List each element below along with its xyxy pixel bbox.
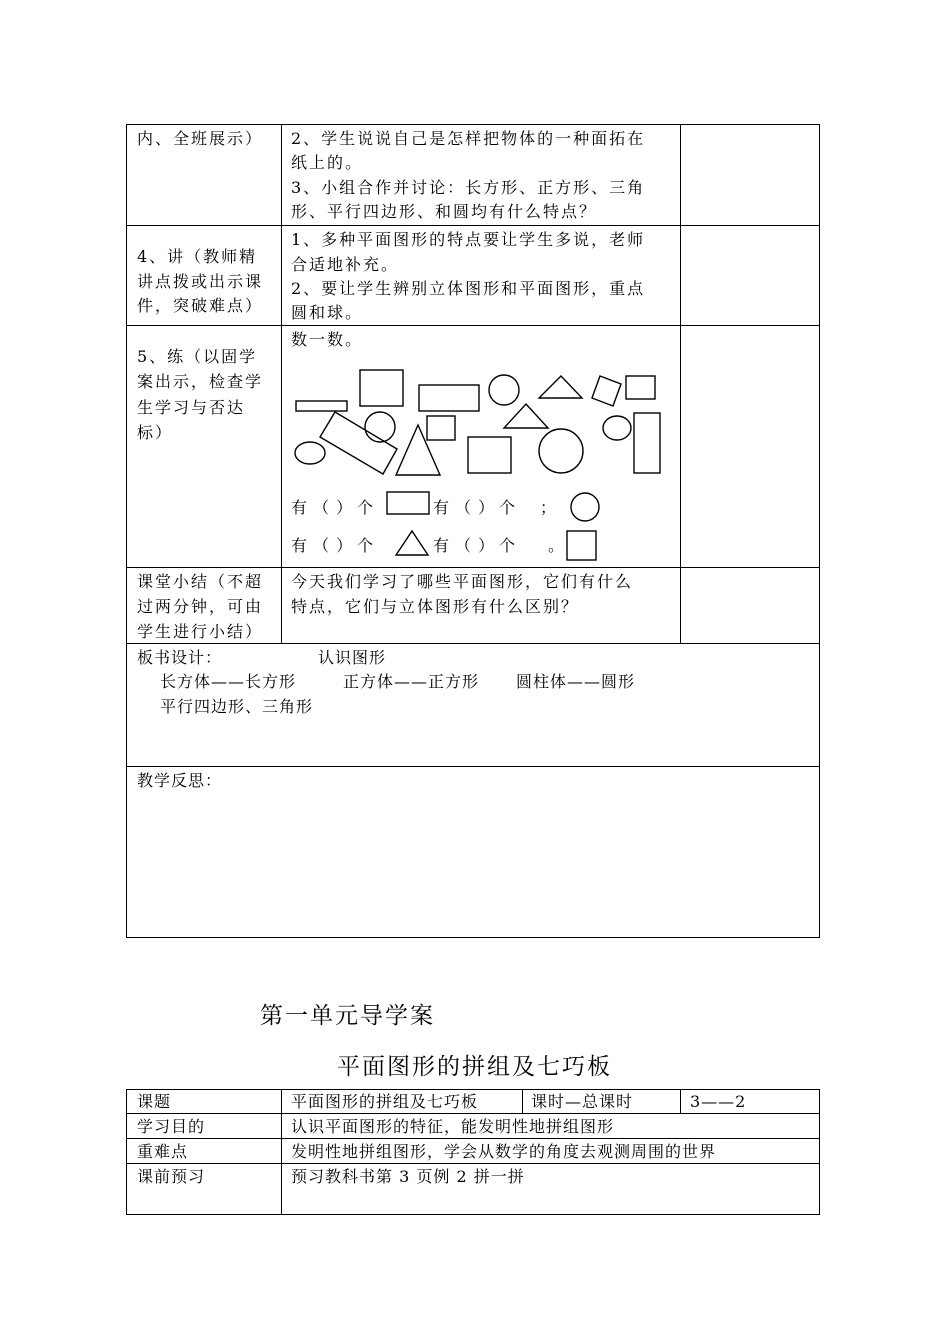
count-ge-2: 个 xyxy=(499,498,517,517)
row3-mid-title: 数一数。 xyxy=(291,330,364,349)
ellipse-right xyxy=(603,416,631,440)
rectangle-icon xyxy=(386,491,432,517)
tilted-rectangle xyxy=(320,412,397,474)
count-you-4: 有 xyxy=(433,536,451,555)
t2-r1-c1: 课题 xyxy=(137,1092,172,1111)
count-semicolon: ； xyxy=(540,498,558,517)
t2-r3-c1: 重难点 xyxy=(137,1142,189,1161)
row2-mid-line4: 圆和球。 xyxy=(291,303,364,322)
row2-left-line3: 件，突破难点） xyxy=(137,296,264,315)
count-ge-1: 个 xyxy=(357,498,375,517)
circle-mid xyxy=(365,412,395,442)
square-large xyxy=(360,370,403,406)
row3-left-line3: 生学习与否达 xyxy=(137,398,246,417)
board-label: 板书设计： xyxy=(137,648,223,667)
triangle-top xyxy=(539,376,582,398)
board-title: 认识图形 xyxy=(318,648,387,667)
circle-large xyxy=(539,429,583,473)
count-paren-2: （ ） xyxy=(455,498,496,517)
t2-r4-c1: 课前预习 xyxy=(137,1167,206,1186)
t2-r2-c2: 认识平面图形的特征，能发明性地拼组图形 xyxy=(291,1117,615,1136)
triangle-tall xyxy=(396,425,440,475)
ellipse-left xyxy=(295,442,325,464)
square-small-center xyxy=(427,416,455,440)
row2-left-line2: 讲点拨或出示课 xyxy=(137,272,264,291)
t2-r1-c3: 课时—总课时 xyxy=(531,1092,634,1111)
row3-left-line2: 案出示，检查学 xyxy=(137,372,264,391)
rotated-square xyxy=(592,376,621,406)
row1-left-cell: 内、全班展示） xyxy=(137,129,264,148)
square-small-right xyxy=(626,376,655,399)
t2-r4-c2: 预习教科书第 3 页例 2 拼一拼 xyxy=(291,1167,525,1186)
circle-small xyxy=(489,375,519,405)
rectangle-wide xyxy=(419,385,479,411)
count-you-3: 有 xyxy=(291,536,309,555)
shapes-figure xyxy=(282,360,678,485)
row2-mid-line3: 2、要让学生辨别立体图形和平面图形，重点 xyxy=(291,279,646,298)
count-you-2: 有 xyxy=(433,498,451,517)
lesson-heading: 平面图形的拼组及七巧板 xyxy=(337,1054,612,1080)
count-paren-4: （ ） xyxy=(455,536,496,555)
count-period: 。 xyxy=(548,536,566,555)
t2-r1-c2: 平面图形的拼组及七巧板 xyxy=(291,1092,479,1111)
circle-icon xyxy=(569,492,601,522)
board-line1-b: 正方体——正方形 xyxy=(343,672,480,691)
rectangle-mid xyxy=(468,437,511,473)
long-thin-rectangle xyxy=(296,401,347,411)
reflection-label: 教学反思： xyxy=(137,771,223,790)
row4-mid-line1: 今天我们学习了哪些平面图形，它们有什么 xyxy=(291,572,634,591)
row1-mid-line2: 纸上的。 xyxy=(291,153,364,172)
tall-rectangle xyxy=(634,413,660,473)
row1-mid-line3: 3、小组合作并讨论：长方形、正方形、三角 xyxy=(291,178,646,197)
row1-mid-line4: 形、平行四边形、和圆均有什么特点？ xyxy=(291,202,598,221)
row3-left-line4: 标） xyxy=(137,423,174,442)
t2-r1-c4: 3——2 xyxy=(690,1092,747,1111)
count-paren-1: （ ） xyxy=(313,498,354,517)
unit-heading: 第一单元导学案 xyxy=(260,1003,435,1029)
row4-left-line1: 课堂小结（不超 xyxy=(137,572,264,591)
row3-left-line1: 5、练（以固学 xyxy=(137,347,258,366)
t2-r2-c1: 学习目的 xyxy=(137,1117,206,1136)
row2-mid-line1: 1、多种平面图形的特点要让学生多说，老师 xyxy=(291,230,646,249)
t2-r3-c2: 发明性地拼组图形，学会从数学的角度去观测周围的世界 xyxy=(291,1142,717,1161)
row1-mid-line1: 2、学生说说自己是怎样把物体的一种面拓在 xyxy=(291,129,646,148)
row4-left-line2: 过两分钟，可由 xyxy=(137,597,264,616)
count-ge-4: 个 xyxy=(499,536,517,555)
board-line2: 平行四边形、三角形 xyxy=(160,697,314,716)
row4-mid-line2: 特点，它们与立体图形有什么区别？ xyxy=(291,597,580,616)
count-you-1: 有 xyxy=(291,498,309,517)
triangle-icon xyxy=(395,529,431,557)
count-ge-3: 个 xyxy=(357,536,375,555)
board-line1-c: 圆柱体——圆形 xyxy=(516,672,636,691)
count-paren-3: （ ） xyxy=(313,536,354,555)
row2-mid-line2: 合适地补充。 xyxy=(291,255,400,274)
row4-left-line3: 学生进行小结） xyxy=(137,622,264,641)
row2-left-line1: 4、讲（教师精 xyxy=(137,247,258,266)
triangle-small xyxy=(504,404,548,428)
square-icon xyxy=(566,530,598,562)
board-line1-a: 长方体——长方形 xyxy=(160,672,297,691)
